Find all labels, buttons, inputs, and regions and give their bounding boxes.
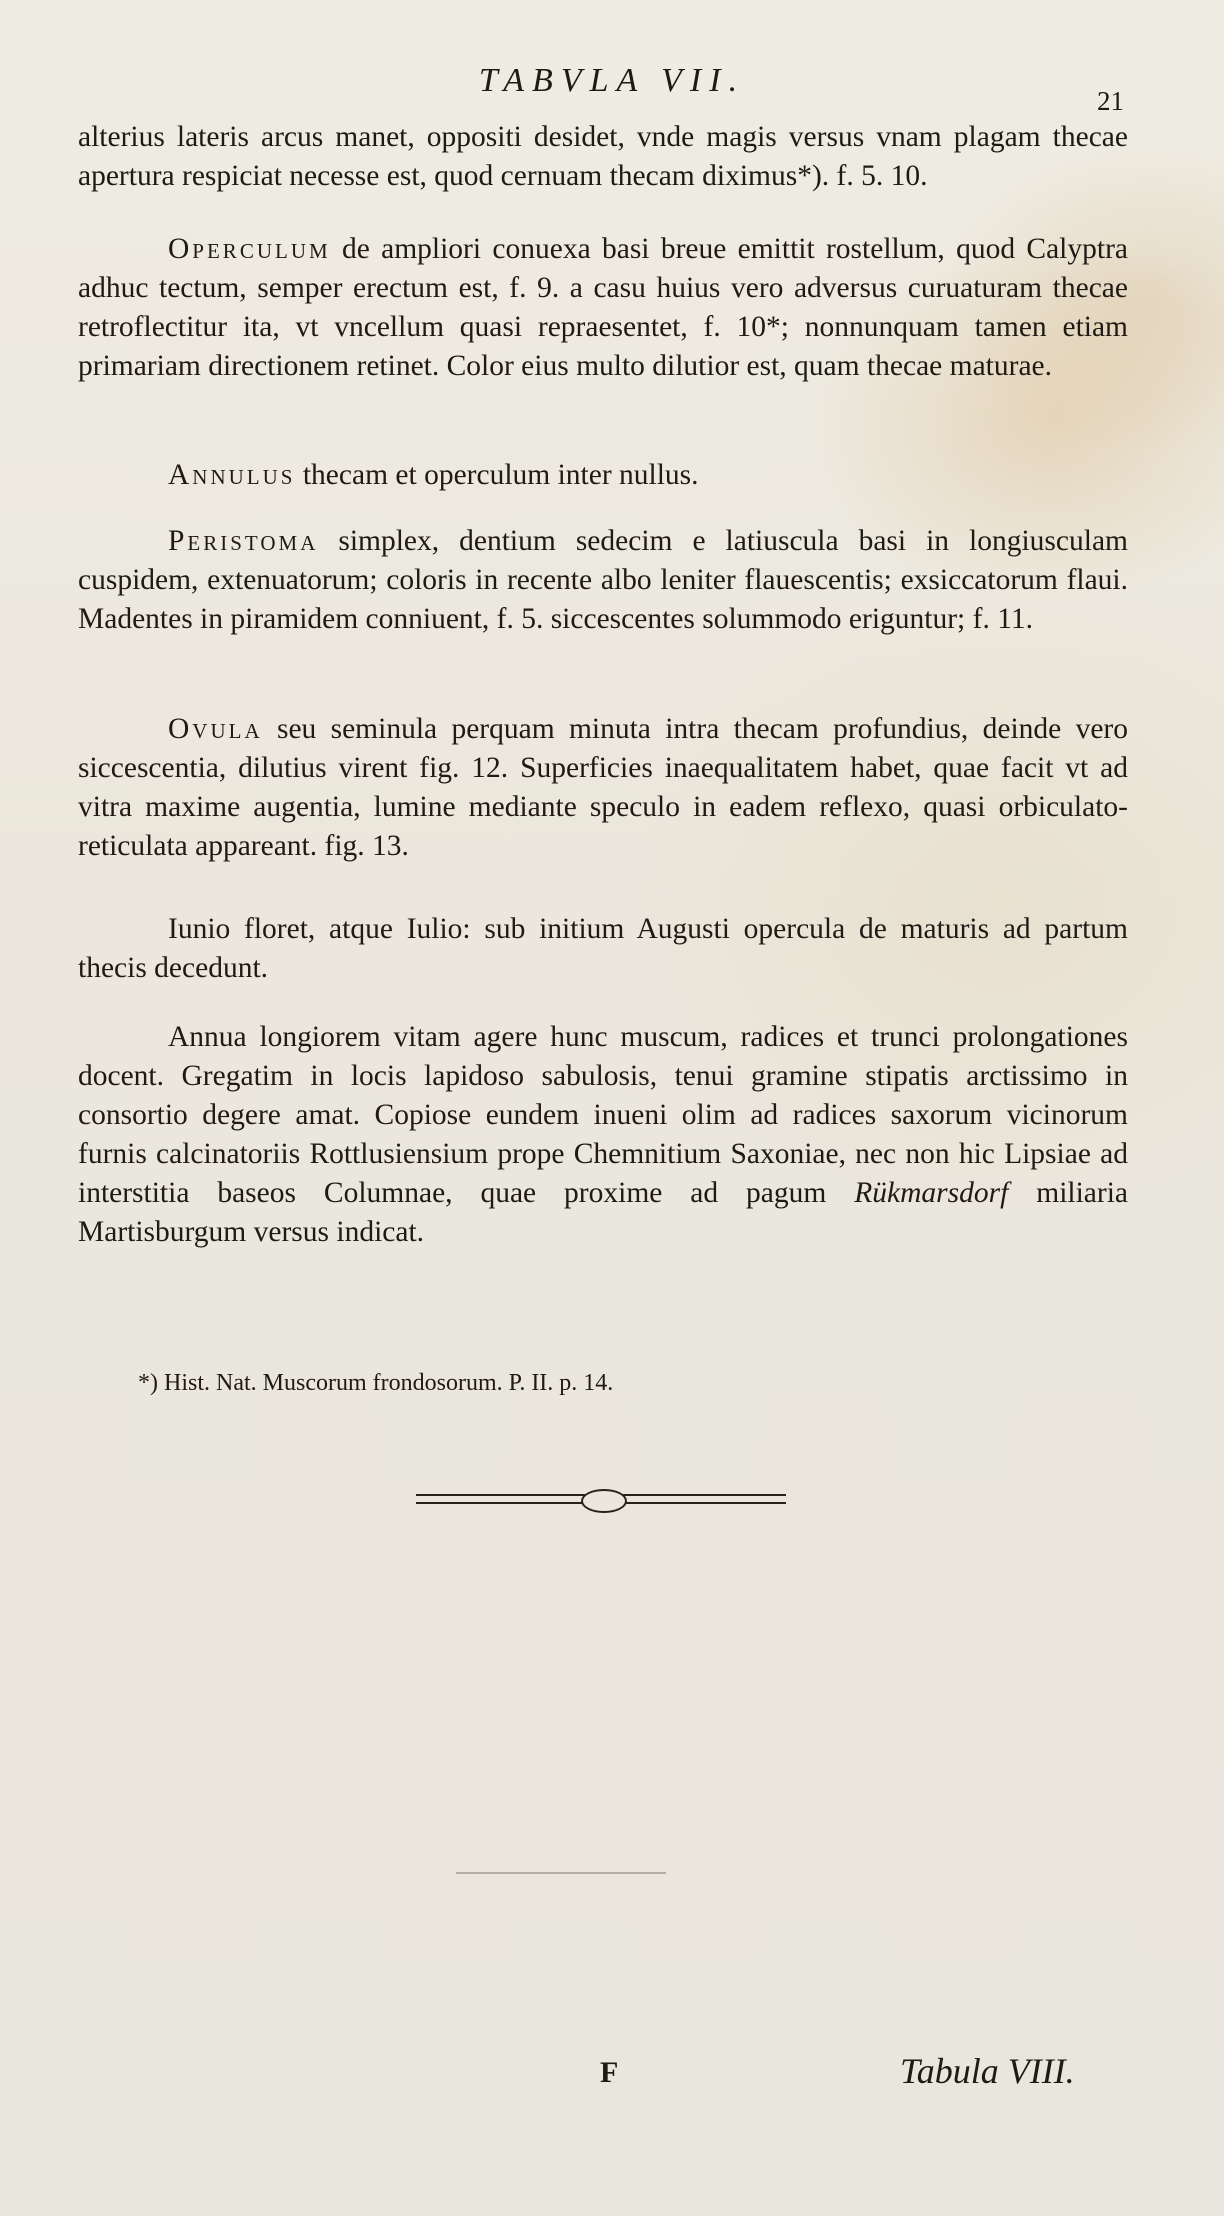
paragraph-text: alterius lateris arcus manet, oppositi desidet, vnde magis versus vnam plagam thecae apertura respiciat necesse est, quod cernuam thecam diximus*). f. 5. 10. xyxy=(78,121,1128,192)
paragraph-text: Iunio floret, atque Iulio: sub initium Augusti opercula de maturis ad partum thecis decedunt. xyxy=(78,913,1128,984)
paragraph-text: thecam et operculum inter nullus. xyxy=(295,459,699,491)
paragraph-text: de ampliori conuexa basi breue emittit rostellum, quod Calyptra adhuc tectum, semper erectum est, f. 9. a casu huius vero adversus curuaturam thecae retroflectitur ita, vt vncellum quasi repraesentet, f. 10*; nonnunquam tamen etiam primariam directionem retinet. Color eius multo dilutior est, quam thecae maturae. xyxy=(78,233,1128,382)
page-number: 21 xyxy=(1097,86,1124,116)
section-heading: Peristoma xyxy=(168,525,319,557)
catchword: Tabula VIII. xyxy=(900,2051,1075,2091)
paragraph-habitat xyxy=(78,1018,1128,1252)
paragraph-text: seu seminula perquam minuta intra thecam profundius, deinde vero siccescentia, dilutius virent fig. 12. Superficies inaequalitatem habet, quae facit vt ad vitra maxime augentia, lumine mediante speculo in eadem reflexo, quasi orbiculato-reticulata appareant. fig. 13. xyxy=(78,713,1128,862)
paragraph-body xyxy=(78,230,1128,386)
paragraph-text: simplex, dentium sedecim e latiuscula basi in longiusculam cuspidem, extenuatorum; coloris in recente albo leniter flauescentis; exsiccatorum flaui. Madentes in piramidem conniuent, f. 5. siccescentes solummodo eriguntur; f. 11. xyxy=(78,525,1128,635)
paragraph-annulus xyxy=(78,456,1128,495)
paragraph-flowering xyxy=(78,910,1128,988)
section-heading: Operculum xyxy=(168,233,331,265)
faint-rule xyxy=(456,1872,666,1874)
signature-mark: F xyxy=(600,2056,619,2089)
paragraph-continuation xyxy=(78,118,1128,196)
paragraph-text: Annua longiorem vitam agere hunc muscum, radices et trunci prolongationes docent. Gregatim in locis lapidoso sabulosis, tenui gramine stipatis arctissimo in consortio degere amat. Copiose eundem inueni olim ad radices saxorum vicinorum furnis calcinatoriis Rottlusiensium prope Chemnitium Saxoniae, nec non hic Lipsiae ad interstitia baseos Columnae, quae proxime ad pagum xyxy=(78,1021,1128,1209)
paragraph-body xyxy=(78,1018,1128,1252)
knot-ornament-icon xyxy=(581,1489,627,1513)
paragraph-body xyxy=(78,710,1128,866)
paragraph-body xyxy=(78,456,1128,495)
paragraph-operculum xyxy=(78,230,1128,386)
paragraph-body xyxy=(78,522,1128,639)
paragraph-ovula xyxy=(78,710,1128,866)
paragraph-peristoma xyxy=(78,522,1128,639)
footnote: *) Hist. Nat. Muscorum frondosorum. P. II. p. 14. xyxy=(138,1370,614,1396)
section-heading: Annulus xyxy=(168,459,296,491)
section-heading: Ovula xyxy=(168,713,263,745)
running-header: TABVLA VII. xyxy=(478,62,746,99)
place-name: Rükmarsdorf xyxy=(854,1177,1009,1209)
paragraph-tail: miliaria Martisburgum versus indicat. xyxy=(78,1177,1128,1248)
ornamental-divider xyxy=(416,1484,786,1514)
